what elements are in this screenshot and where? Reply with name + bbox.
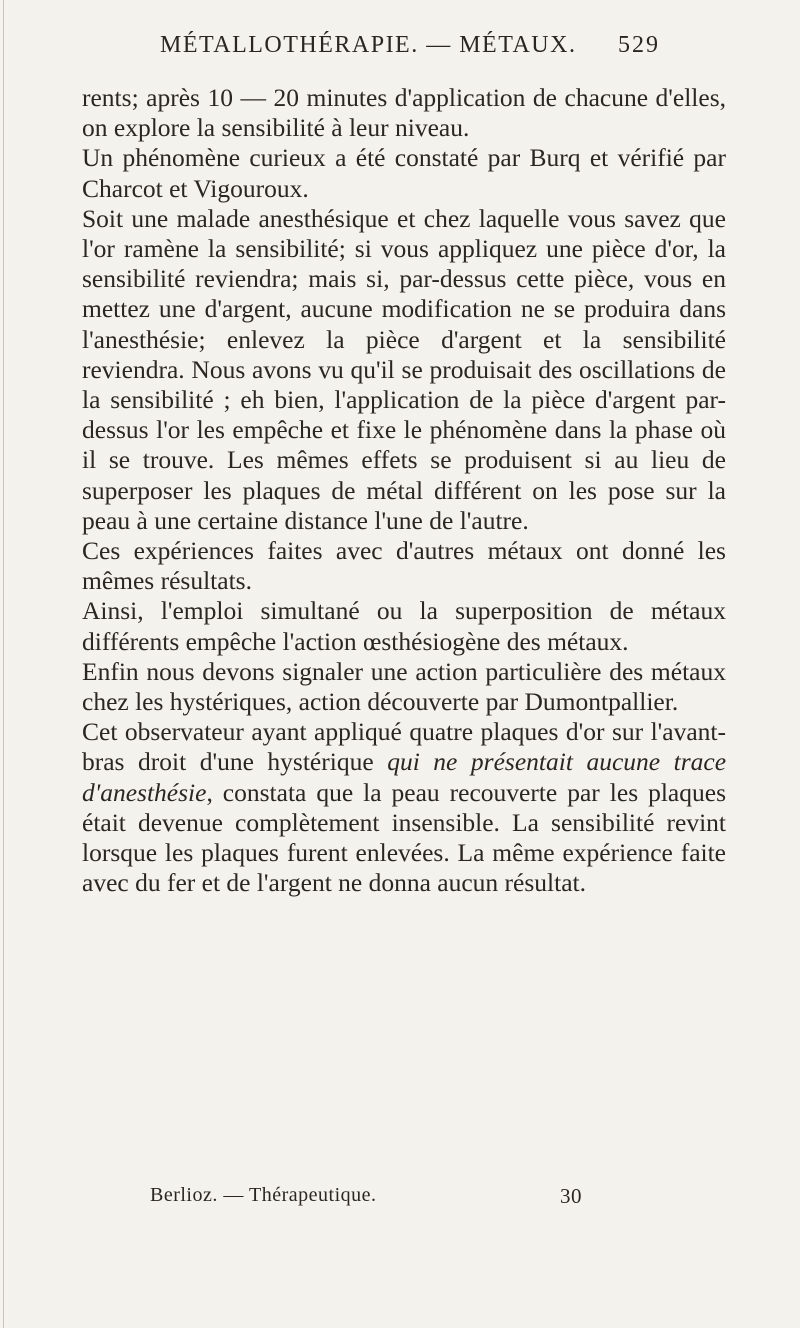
paragraph-7-start: Cet observateur ayant appliqué quatre plaques d'or sur l'avant-bras droit d'une hystérique	[82, 717, 726, 777]
page-footer	[150, 1184, 640, 1214]
paragraph-1: rents; après 10 — 20 minutes d'application de chacune d'elles, on explore la sensibilité à leur niveau.	[82, 83, 726, 143]
paragraph-3: Soit une malade anesthésique et chez laquelle vous savez que l'or ramène la sensibilité; si vous appliquez une pièce d'or, la sensibilité reviendra; mais si, par-dessus cette pièce, vous en mettez une d'argent, aucune modification ne se produira dans l'anesthésie; enlevez la pièce d'argent et la sensibilité reviendra. Nous avons vu qu'il se produisait des oscillations de la sensibilité ; eh bien, l'application de la pièce d'argent par-dessus l'or les empêche et fixe le phénomène dans la phase où il se trouve. Les mêmes effets se produisent si au lieu de superposer les plaques de métal différent on les pose sur la peau à une certaine distance l'une de l'autre.	[82, 203, 726, 535]
running-title: MÉTALLOTHÉRAPIE. — MÉTAUX.	[160, 32, 577, 58]
paragraph-5: Ainsi, l'emploi simultané ou la superposition de métaux différents empêche l'action œsthésiogène des métaux.	[82, 596, 726, 656]
paragraph-4: Ces expériences faites avec d'autres métaux ont donné les mêmes résultats.	[82, 536, 726, 596]
paragraph-7-end: , constata que la peau recouverte par les plaques était devenue complètement insensible. La sensibilité revint lorsque les plaques furent enlevées. La même expérience faite avec du fer et de l'argent ne donna aucun résultat.	[82, 777, 726, 898]
paragraph-7	[82, 717, 726, 898]
paragraph-2: Un phénomène curieux a été constaté par Burq et vérifié par Charcot et Vigouroux.	[82, 143, 726, 203]
signature-mark: 30	[560, 1184, 582, 1208]
page-header	[160, 32, 660, 66]
body-text	[82, 83, 726, 898]
page-number: 529	[618, 32, 660, 58]
paragraph-6: Enfin nous devons signaler une action particulière des métaux chez les hystériques, action découverte par Dumontpallier.	[82, 656, 726, 717]
footer-note: Berlioz. — Thérapeutique.	[150, 1184, 377, 1206]
paragraph-7-italic: qui ne présentait aucune trace d'anesthésie	[82, 747, 727, 807]
page-edge-rule	[3, 0, 4, 1328]
